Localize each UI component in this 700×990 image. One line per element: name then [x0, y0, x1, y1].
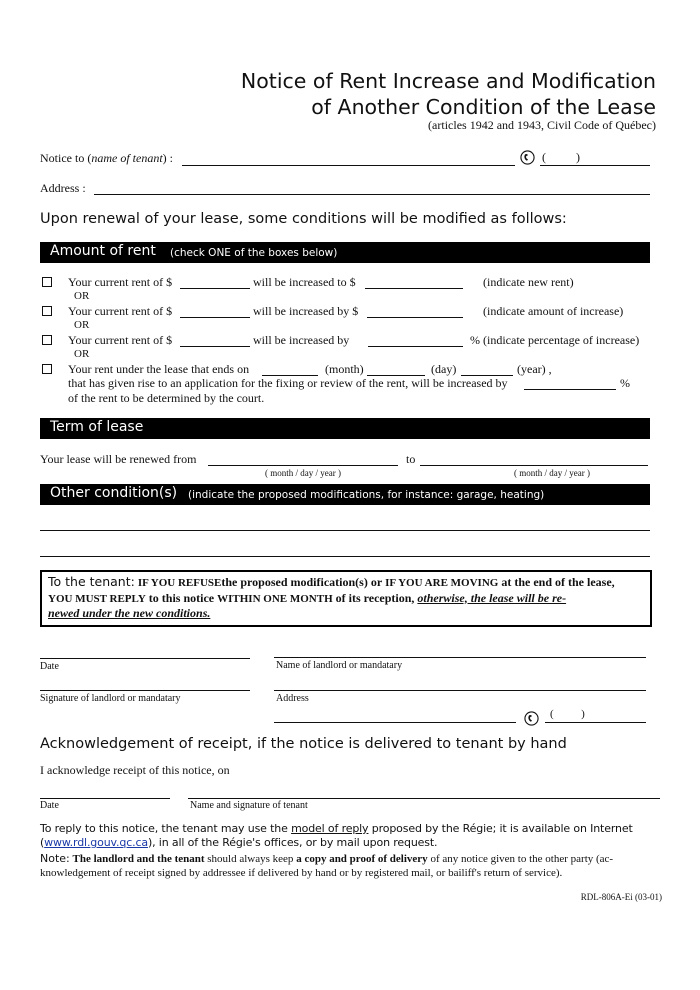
row2-end: (indicate amount of increase) — [483, 304, 624, 318]
ack-date-label: Date — [40, 800, 59, 811]
row1-current-rent-field[interactable] — [180, 288, 250, 289]
other-conditions-heading: Other condition(s) — [50, 485, 178, 501]
to-date-hint: ( month / day / year ) — [514, 468, 590, 478]
renewed-from-field[interactable] — [208, 465, 398, 466]
row1-mid: will be increased to $ — [253, 275, 356, 289]
ack-heading: Acknowledgement of receipt, if the notice is delivered to tenant by hand — [40, 736, 567, 752]
ack-signature-label: Name and signature of tenant — [190, 800, 308, 811]
landlord-phone-icon — [524, 711, 539, 726]
row4-line3: of the rent to be determined by the court. — [68, 391, 265, 405]
landlord-address-field-2[interactable] — [274, 722, 516, 723]
renewed-from-label: Your lease will be renewed from — [40, 452, 197, 466]
notice-date-label: Date — [40, 661, 59, 672]
row2-label: Your current rent of $ — [68, 304, 173, 318]
phone-parens: ( ) — [542, 150, 580, 164]
other-conditions-note: (indicate the proposed modifications, for instance: garage, heating) — [188, 489, 545, 501]
tenant-warning-lead: To the tenant: — [48, 574, 135, 589]
row3-end: % (indicate percentage of increase) — [470, 333, 640, 347]
landlord-phone-field[interactable] — [545, 722, 646, 723]
row3-mid: will be increased by — [253, 333, 350, 347]
row2-mid: will be increased by $ — [253, 304, 359, 318]
notice-to-label: Notice to (name of tenant) : — [40, 151, 173, 165]
address-label: Address : — [40, 181, 86, 195]
tenant-address-field[interactable] — [94, 194, 650, 195]
checkbox-new-rent[interactable] — [42, 277, 52, 287]
row1-end: (indicate new rent) — [483, 275, 574, 289]
other-conditions-line-2[interactable] — [40, 556, 650, 557]
ack-date-field[interactable] — [40, 798, 170, 799]
regie-website-link[interactable]: www.rdl.gouv.qc.ca — [44, 836, 148, 849]
amount-of-rent-header — [40, 242, 650, 263]
other-conditions-line-1[interactable] — [40, 530, 650, 531]
checkbox-court-fixing[interactable] — [42, 364, 52, 374]
landlord-signature-field[interactable] — [40, 690, 250, 691]
term-of-lease-heading: Term of lease — [50, 419, 144, 435]
tenant-warning-box: To the tenant: IF YOU REFUSEthe proposed modification(s) or IF YOU ARE MOVING at the end of the lease, YOU MUST REPLY to this notice WITHIN ONE MONTH of its reception, otherwise, the lease will be re- newed under the new conditions. — [40, 570, 652, 627]
court-increase-field[interactable] — [524, 389, 616, 390]
row4-percent: % — [620, 376, 630, 390]
checkbox-percentage-increase[interactable] — [42, 335, 52, 345]
from-date-hint: ( month / day / year ) — [265, 468, 341, 478]
form-code: RDL-806A-Ei (03-01) — [580, 892, 662, 902]
row4-line2: that has given rise to an application for the fixing or review of the rent, will be increased by — [68, 376, 508, 390]
or-2: OR — [74, 319, 90, 331]
form-title — [241, 68, 656, 120]
intro-text: Upon renewal of your lease, some conditions will be modified as follows: — [40, 211, 567, 227]
articles-reference: (articles 1942 and 1943, Civil Code of Québec) — [428, 118, 656, 132]
reply-info: To reply to this notice, the tenant may use the model of reply proposed by the Régie; it is available on Internet (www.rdl.gouv.qc.ca), in all of the Régie's offices, or by mail upon request. — [40, 822, 633, 849]
tenant-phone-field[interactable] — [540, 165, 650, 166]
checkbox-amount-increase[interactable] — [42, 306, 52, 316]
tenant-name-field[interactable] — [182, 165, 515, 166]
delivery-note: Note: The landlord and the tenant should always keep a copy and proof of delivery of any notice given to the other party (ac- knowledgement of receipt signed by addressee if delivered by hand or by registered mail, or bailiff's return of service). — [40, 852, 614, 879]
landlord-signature-label: Signature of landlord or mandatary — [40, 693, 181, 704]
row4-day: (day) — [431, 362, 457, 376]
phone-icon — [520, 150, 535, 165]
notice-date-field[interactable] — [40, 658, 250, 659]
row4-start: Your rent under the lease that ends on — [68, 362, 250, 376]
row1-new-rent-field[interactable] — [365, 288, 463, 289]
model-of-reply-link[interactable]: model of reply — [291, 822, 369, 835]
other-conditions-header — [40, 484, 650, 505]
row1-label: Your current rent of $ — [68, 275, 173, 289]
or-3: OR — [74, 348, 90, 360]
row2-current-rent-field[interactable] — [180, 317, 250, 318]
ack-signature-field[interactable] — [188, 798, 660, 799]
row3-current-rent-field[interactable] — [180, 346, 250, 347]
term-of-lease-header — [40, 418, 650, 439]
row2-increase-field[interactable] — [367, 317, 463, 318]
row3-label: Your current rent of $ — [68, 333, 173, 347]
or-1: OR — [74, 290, 90, 302]
amount-of-rent-note: (check ONE of the boxes below) — [170, 247, 338, 259]
renewed-to-label: to — [406, 452, 416, 466]
ack-text: I acknowledge receipt of this notice, on — [40, 763, 230, 777]
renewed-to-field[interactable] — [420, 465, 648, 466]
amount-of-rent-heading: Amount of rent — [50, 243, 156, 259]
landlord-address-field-1[interactable] — [274, 690, 646, 691]
row4-month: (month) — [325, 362, 364, 376]
landlord-name-field[interactable] — [274, 657, 646, 658]
row4-year: (year) , — [517, 362, 552, 376]
landlord-name-label: Name of landlord or mandatary — [276, 660, 403, 671]
row3-percentage-field[interactable] — [368, 346, 463, 347]
landlord-phone-parens: ( ) — [550, 708, 585, 720]
landlord-address-label: Address — [276, 693, 309, 704]
form-title-line1: Notice of Rent Increase and Modification — [240, 69, 656, 93]
form-title-line2: of Another Condition of the Lease — [311, 95, 656, 119]
